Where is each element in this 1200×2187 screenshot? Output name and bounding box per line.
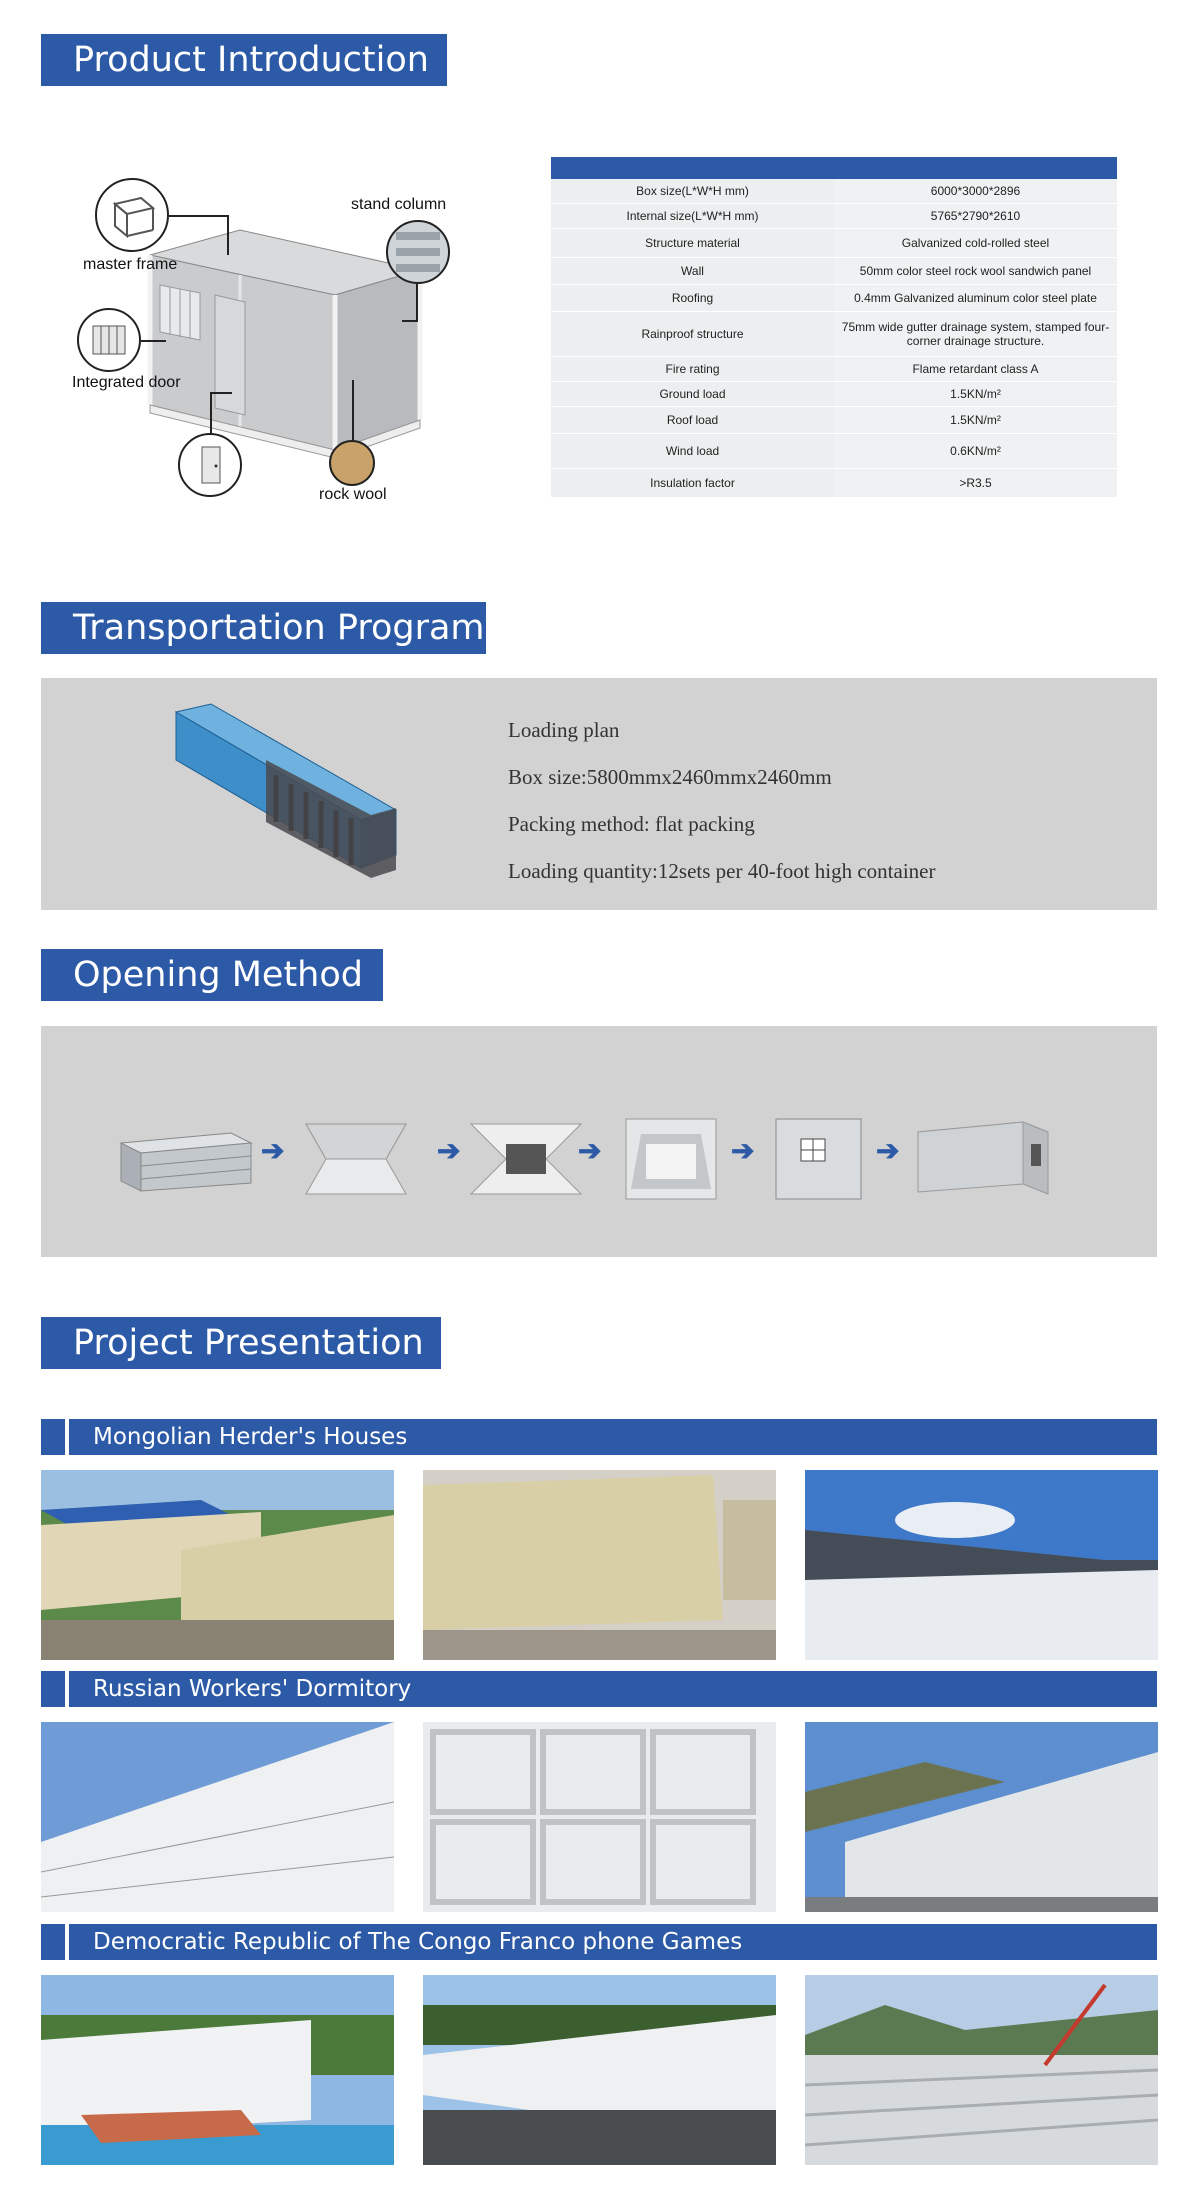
step-arrow-icon: ➔ (578, 1135, 602, 1166)
project-photo (41, 1722, 394, 1912)
project-photo (805, 1975, 1158, 2165)
spec-value: 5765*2790*2610 (834, 204, 1117, 229)
rock-wool-callout (329, 440, 375, 486)
integrated-door-label: Integrated door (72, 374, 181, 391)
table-row (551, 179, 1117, 204)
loading-quantity-text: Loading quantity:12sets per 40-foot high container (508, 859, 936, 883)
spec-key: Roofing (551, 285, 834, 312)
spec-value: 0.4mm Galvanized aluminum color steel plate (834, 285, 1117, 312)
section-title-project-presentation: Project Presentation (41, 1317, 441, 1369)
spec-key: Rainproof structure (551, 312, 834, 357)
step-arrow-icon: ➔ (731, 1135, 755, 1166)
table-row (551, 285, 1117, 312)
transport-details (508, 718, 936, 906)
rock-wool-label: rock wool (319, 486, 387, 503)
step-flat-pack (116, 1123, 256, 1193)
step-expanding (466, 1114, 586, 1204)
table-row (551, 382, 1117, 407)
spec-value: Galvanized cold-rolled steel (834, 229, 1117, 258)
table-row (551, 258, 1117, 285)
project-group-label: Democratic Republic of The Congo Franco phone Games (93, 1929, 743, 1955)
spec-value: 0.6KN/m² (834, 434, 1117, 469)
table-row (551, 204, 1117, 229)
table-row (551, 312, 1117, 357)
spec-key: Wind load (551, 434, 834, 469)
project-group-title (41, 1924, 1157, 1960)
step-arrow-icon: ➔ (437, 1135, 461, 1166)
step-window-installed (771, 1114, 866, 1204)
step-arrow-icon: ➔ (876, 1135, 900, 1166)
spec-key: Ground load (551, 382, 834, 407)
project-group-title (41, 1419, 1157, 1455)
project-photo (805, 1470, 1158, 1660)
table-row (551, 407, 1117, 434)
box-size-text: Box size:5800mmx2460mmx2460mm (508, 765, 832, 789)
loading-plan-text: Loading plan (508, 718, 620, 742)
step-unfolding (296, 1114, 416, 1204)
loading-container-illustration (166, 700, 406, 890)
spec-key: Roof load (551, 407, 834, 434)
master-frame-callout (95, 178, 169, 252)
section-title-product-introduction: Product Introduction (41, 34, 447, 86)
step-walls-up (621, 1114, 721, 1204)
spec-value: 50mm color steel rock wool sandwich panel (834, 258, 1117, 285)
step-finished-container (913, 1114, 1053, 1204)
opening-method-panel (41, 1026, 1157, 1257)
integrated-door-callout (77, 308, 141, 372)
spec-key: Wall (551, 258, 834, 285)
project-photo (41, 1975, 394, 2165)
project-group-label: Mongolian Herder's Houses (93, 1424, 408, 1450)
spec-value: >R3.5 (834, 469, 1117, 498)
spec-table (551, 157, 1117, 498)
table-row (551, 229, 1117, 258)
spec-value: 1.5KN/m² (834, 407, 1117, 434)
spec-value: 6000*3000*2896 (834, 179, 1117, 204)
project-group-label: Russian Workers' Dormitory (93, 1676, 412, 1702)
table-row (551, 434, 1117, 469)
project-group-title (41, 1671, 1157, 1707)
spec-value: 1.5KN/m² (834, 382, 1117, 407)
stand-column-callout (386, 220, 450, 284)
door-callout (178, 433, 242, 497)
spec-key: Box size(L*W*H mm) (551, 179, 834, 204)
project-photo (41, 1470, 394, 1660)
step-arrow-icon: ➔ (261, 1135, 285, 1166)
project-photo (423, 1722, 776, 1912)
spec-key: Internal size(L*W*H mm) (551, 204, 834, 229)
transportation-panel (41, 678, 1157, 910)
project-photo (423, 1470, 776, 1660)
table-row (551, 469, 1117, 498)
packing-method-text: Packing method: flat packing (508, 812, 755, 836)
stand-column-label: stand column (351, 196, 447, 213)
spec-key: Fire rating (551, 357, 834, 382)
container-structure-diagram (60, 160, 490, 510)
section-title-transportation-program: Transportation Program (41, 602, 486, 654)
spec-value: 75mm wide gutter drainage system, stamped four-corner drainage structure. (834, 312, 1117, 357)
spec-key: Insulation factor (551, 469, 834, 498)
table-row (551, 357, 1117, 382)
section-title-opening-method: Opening Method (41, 949, 383, 1001)
project-photo (805, 1722, 1158, 1912)
master-frame-label: master frame (83, 256, 178, 273)
project-photo (423, 1975, 776, 2165)
spec-key: Structure material (551, 229, 834, 258)
spec-value: Flame retardant class A (834, 357, 1117, 382)
